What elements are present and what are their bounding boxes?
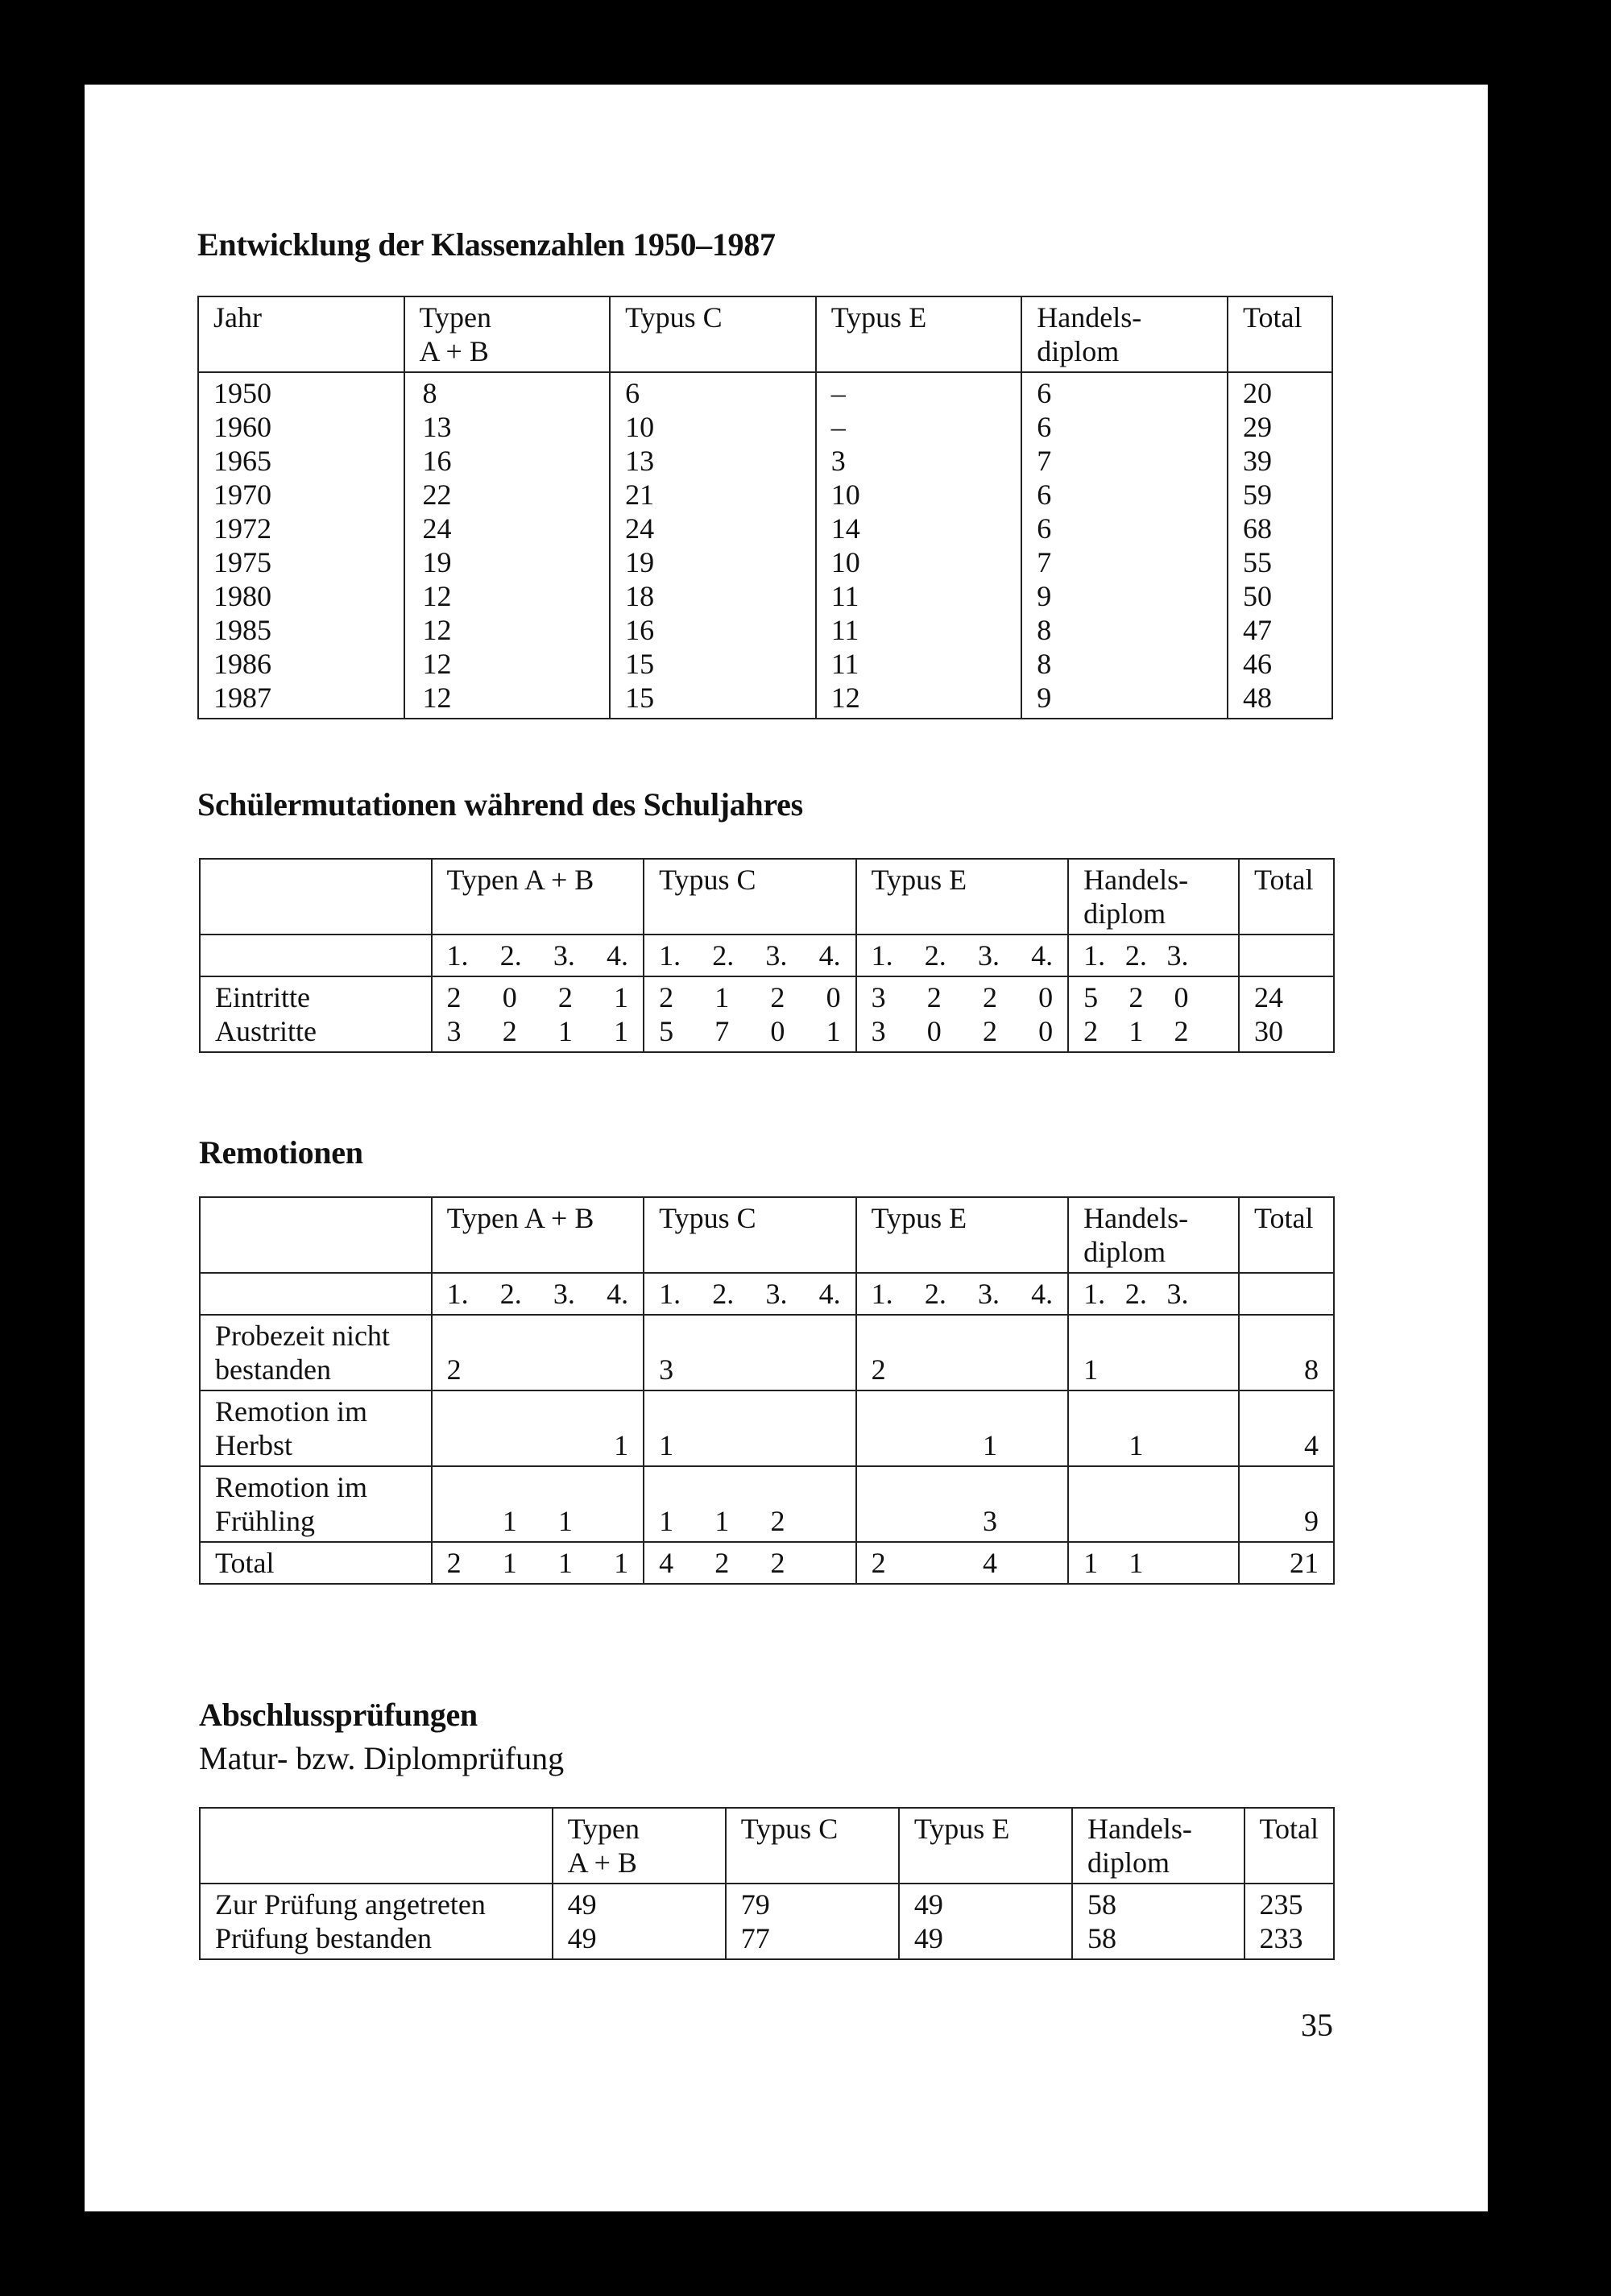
row-label: Remotion im <box>215 1471 367 1503</box>
cell-total: 50 <box>1243 580 1272 612</box>
cell-hd: 6 <box>1037 479 1052 511</box>
cell-e: 3 <box>830 445 846 477</box>
class-label: 2. <box>499 939 522 972</box>
cell-value: 2 <box>982 1015 997 1047</box>
table1-header: Jahr Typen A + B Typus C Typus E Handels- diplom Total <box>198 296 1332 372</box>
cell-ab: 12 <box>422 648 452 680</box>
cell-value: 1 <box>502 1547 517 1579</box>
cell-value: 0 <box>1174 981 1189 1013</box>
cell-years: 1975 <box>213 546 271 578</box>
class-count-table <box>197 296 1333 719</box>
row-total: 24 <box>1253 981 1283 1013</box>
cell-ab: 16 <box>422 445 452 477</box>
class-label: 2. <box>924 1278 946 1310</box>
cell-value <box>927 1353 942 1386</box>
cell-value: 1 <box>614 1547 629 1579</box>
cell-value: 0 <box>926 1015 942 1047</box>
cell-c: 15 <box>625 648 655 680</box>
row-total: 4 <box>1304 1429 1319 1461</box>
cell-total: 48 <box>1243 682 1272 714</box>
table4-title: Abschlussprüfungen <box>199 1697 478 1733</box>
cell-years: 1987 <box>213 682 271 714</box>
cell-c: 18 <box>625 580 655 612</box>
cell-value: 3 <box>982 1505 997 1537</box>
cell-value <box>1174 1428 1189 1462</box>
class-label: 2. <box>924 939 946 972</box>
cell-total: 47 <box>1243 614 1272 646</box>
cell-ab: 22 <box>422 479 452 511</box>
cell-value: 1 <box>659 1429 674 1461</box>
cell-value: 3 <box>871 1015 886 1047</box>
cell-value: 5 <box>1083 981 1099 1013</box>
cell-e: 11 <box>830 648 859 680</box>
cell-hd: 7 <box>1037 546 1052 578</box>
class-label: 1. <box>871 1278 893 1310</box>
class-label: 2. <box>712 939 735 972</box>
cell-value <box>558 1353 573 1386</box>
cell-e: 14 <box>830 512 860 545</box>
cell-value: 1 <box>1129 1015 1144 1047</box>
class-label: 4. <box>1031 939 1054 972</box>
cell-total: 59 <box>1243 479 1272 511</box>
class-label: 2. <box>1124 939 1147 972</box>
cell-value: 4 <box>659 1547 674 1579</box>
page <box>85 85 1488 2211</box>
cell-value <box>826 1546 841 1580</box>
table2-title: Schülermutationen während des Schuljahres <box>197 786 803 823</box>
cell-value: 1 <box>714 981 730 1013</box>
cell-c: 13 <box>625 445 655 477</box>
row-total: 21 <box>1290 1547 1319 1579</box>
cell-value: 0 <box>770 1015 785 1047</box>
cell-value: 2 <box>446 1547 462 1579</box>
cell-years: 1985 <box>213 614 271 646</box>
cell-value: 1 <box>1083 1353 1099 1386</box>
row-total: 9 <box>1304 1505 1319 1537</box>
row-label: bestanden <box>215 1353 331 1386</box>
cell-hd: 7 <box>1037 445 1052 477</box>
cell-value: 1 <box>1083 1547 1099 1579</box>
cell-value: 2 <box>446 1353 462 1386</box>
class-label: 2. <box>1124 1278 1147 1310</box>
cell-c: 21 <box>625 479 655 511</box>
cell-ab: 12 <box>422 682 452 714</box>
table3-title: Remotionen <box>199 1134 363 1171</box>
exams-table: Typen A + B Typus C Typus E Handels- diplom Total Zur Prüfung angetreten Prüfung bestanden 49 49 79 77 49 49 58 58 235 233 <box>199 1807 1335 1960</box>
row-total: 8 <box>1304 1353 1319 1386</box>
cell-value: 1 <box>557 1547 573 1579</box>
cell-ab: 19 <box>422 546 452 578</box>
cell-value: 2 <box>1174 1015 1189 1047</box>
cell-value <box>872 1504 886 1538</box>
cell-value <box>447 1428 462 1462</box>
class-label: 4. <box>818 1278 841 1310</box>
cell-value: 2 <box>871 1353 886 1386</box>
cell-value: 1 <box>557 1505 573 1537</box>
class-label: 3. <box>977 939 1000 972</box>
cell-years: 1950 <box>213 377 271 409</box>
cell-value: 1 <box>614 1429 629 1461</box>
cell-value: 0 <box>1038 981 1054 1013</box>
cell-c: 16 <box>625 614 655 646</box>
cell-value <box>770 1353 785 1386</box>
cell-e: – <box>830 377 846 409</box>
table4-subtitle: Matur- bzw. Diplomprüfung <box>199 1740 565 1776</box>
cell-hd: 9 <box>1037 682 1052 714</box>
cell-value: 2 <box>1083 1015 1099 1047</box>
cell-hd: 6 <box>1037 377 1052 409</box>
cell-years: 1960 <box>213 411 271 443</box>
cell-value: 3 <box>871 981 886 1013</box>
cell-years: 1986 <box>213 648 271 680</box>
class-label: 4. <box>607 1278 629 1310</box>
cell-value: 1 <box>1129 1429 1144 1461</box>
cell-e: 12 <box>830 682 860 714</box>
class-label: 3. <box>553 939 575 972</box>
cell-hd: 8 <box>1037 614 1052 646</box>
class-label: 1. <box>659 1278 681 1310</box>
cell-value <box>1083 1428 1098 1462</box>
cell-value <box>614 1504 628 1538</box>
cell-value <box>714 1428 729 1462</box>
cell-e: 10 <box>830 546 860 578</box>
cell-value: 2 <box>502 1015 517 1047</box>
cell-value <box>1174 1353 1189 1386</box>
cell-value <box>927 1504 942 1538</box>
cell-total: 55 <box>1243 546 1272 578</box>
cell-value: 2 <box>926 981 942 1013</box>
cell-value: 1 <box>614 1015 629 1047</box>
cell-value: 2 <box>1129 981 1144 1013</box>
class-label: 3. <box>765 939 788 972</box>
cell-value <box>1038 1428 1053 1462</box>
cell-e: – <box>830 411 846 443</box>
cell-value: 2 <box>770 981 785 1013</box>
class-label: 4. <box>607 939 629 972</box>
class-label: 1. <box>659 939 681 972</box>
cell-e: 10 <box>830 479 860 511</box>
cell-total: 20 <box>1243 377 1272 409</box>
cell-value <box>1038 1504 1053 1538</box>
row-label: Total <box>215 1547 275 1579</box>
mutations-table: Typen A + B Typus C Typus E Handels- diplom Total 1. 2. 3. 4. 1. 2. 3. 4. 1. 2. 3. 4. 1. 2. 3. Eintritte Austritte 2 0 2 1 3 2 1 1 2 1 2 0 5 7 0 1 3 2 2 0 3 0 2 0 5 2 0 2 1 2 24 30 <box>199 858 1335 1053</box>
cell-value: 2 <box>557 981 573 1013</box>
cell-value: 1 <box>714 1505 730 1537</box>
cell-value <box>1038 1546 1053 1580</box>
h-jahr: Jahr <box>198 296 404 372</box>
class-label: 2. <box>712 1278 735 1310</box>
cell-c: 19 <box>625 546 655 578</box>
cell-value <box>1174 1546 1189 1580</box>
table1-title: Entwicklung der Klassenzahlen 1950–1987 <box>197 226 776 263</box>
cell-value: 3 <box>659 1353 674 1386</box>
cell-value: 5 <box>659 1015 674 1047</box>
cell-e: 11 <box>830 580 859 612</box>
cell-ab: 8 <box>422 377 437 409</box>
cell-value <box>1038 1353 1053 1386</box>
cell-value: 1 <box>557 1015 573 1047</box>
cell-value <box>1129 1353 1143 1386</box>
cell-value: 2 <box>659 981 674 1013</box>
row-label: Frühling <box>215 1505 316 1537</box>
cell-value <box>714 1353 729 1386</box>
cell-hd: 6 <box>1037 512 1052 545</box>
cell-total: 29 <box>1243 411 1272 443</box>
class-label: 3. <box>765 1278 788 1310</box>
cell-value <box>503 1353 517 1386</box>
cell-value <box>614 1353 628 1386</box>
cell-value: 1 <box>826 1015 841 1047</box>
cell-value <box>826 1504 841 1538</box>
cell-value: 1 <box>659 1505 674 1537</box>
remotions-table: Typen A + B Typus C Typus E Handels- diplom Total 1. 2. 3. 4. 1. 2. 3. 4. 1. 2. 3. 4. 1. 2. 3. Probezeit nicht bestanden 2 3 2 1 8 Remotion im Herbst 1 1 1 1 4 Remotion im Frühling 1 1 1 1 2 3 9 Total 2 1 1 1 4 2 2 2 4 1 1 21 <box>199 1196 1335 1585</box>
row-label: Probezeit nicht <box>215 1320 390 1352</box>
row-total: 30 <box>1253 1015 1283 1047</box>
cell-total: 39 <box>1243 445 1272 477</box>
cell-value <box>927 1546 942 1580</box>
cell-ab: 12 <box>422 614 452 646</box>
cell-total: 46 <box>1243 648 1272 680</box>
row-label: Herbst <box>215 1429 292 1461</box>
cell-value <box>770 1428 785 1462</box>
cell-hd: 6 <box>1037 411 1052 443</box>
cell-value <box>447 1504 462 1538</box>
class-label: 3. <box>1166 939 1189 972</box>
cell-hd: 8 <box>1037 648 1052 680</box>
cell-value <box>872 1428 886 1462</box>
row-label: Austritte <box>215 1015 317 1047</box>
class-label: 1. <box>1083 1278 1106 1310</box>
cell-years: 1965 <box>213 445 271 477</box>
cell-value <box>927 1428 942 1462</box>
cell-value: 7 <box>714 1015 730 1047</box>
class-label: 2. <box>499 1278 522 1310</box>
cell-ab: 12 <box>422 580 452 612</box>
cell-hd: 9 <box>1037 580 1052 612</box>
cell-c: 15 <box>625 682 655 714</box>
cell-ab: 13 <box>422 411 452 443</box>
cell-value: 2 <box>982 981 997 1013</box>
cell-value: 2 <box>770 1505 785 1537</box>
cell-years: 1980 <box>213 580 271 612</box>
cell-value: 0 <box>1038 1015 1054 1047</box>
page-number: 35 <box>1301 2007 1333 2043</box>
cell-c: 10 <box>625 411 655 443</box>
row-label: Remotion im <box>215 1395 367 1428</box>
class-label: 3. <box>1166 1278 1189 1310</box>
class-label: 1. <box>871 939 893 972</box>
class-label: 4. <box>818 939 841 972</box>
class-label: 3. <box>553 1278 575 1310</box>
cell-c: 6 <box>625 377 640 409</box>
cell-value: 1 <box>982 1429 997 1461</box>
class-label: 1. <box>446 939 469 972</box>
cell-c: 24 <box>625 512 655 545</box>
class-label: 1. <box>446 1278 469 1310</box>
cell-value: 3 <box>446 1015 462 1047</box>
cell-value <box>983 1353 997 1386</box>
cell-value: 1 <box>614 981 629 1013</box>
cell-value <box>558 1428 573 1462</box>
cell-ab: 24 <box>422 512 452 545</box>
cell-value: 2 <box>446 981 462 1013</box>
cell-total: 68 <box>1243 512 1272 545</box>
cell-value <box>826 1428 841 1462</box>
cell-value: 4 <box>982 1547 997 1579</box>
cell-value: 2 <box>871 1547 886 1579</box>
cell-years: 1970 <box>213 479 271 511</box>
cell-value <box>503 1428 517 1462</box>
class-label: 4. <box>1031 1278 1054 1310</box>
cell-value: 0 <box>826 981 841 1013</box>
class-label: 1. <box>1083 939 1106 972</box>
cell-value: 2 <box>770 1547 785 1579</box>
cell-value <box>826 1353 841 1386</box>
cell-value: 1 <box>1129 1547 1144 1579</box>
cell-value: 1 <box>502 1505 517 1537</box>
cell-value: 2 <box>714 1547 730 1579</box>
row-label: Eintritte <box>215 981 310 1013</box>
table1-body <box>198 372 1332 719</box>
cell-value: 0 <box>502 981 517 1013</box>
class-label: 3. <box>977 1278 1000 1310</box>
cell-years: 1972 <box>213 512 271 545</box>
cell-e: 11 <box>830 614 859 646</box>
